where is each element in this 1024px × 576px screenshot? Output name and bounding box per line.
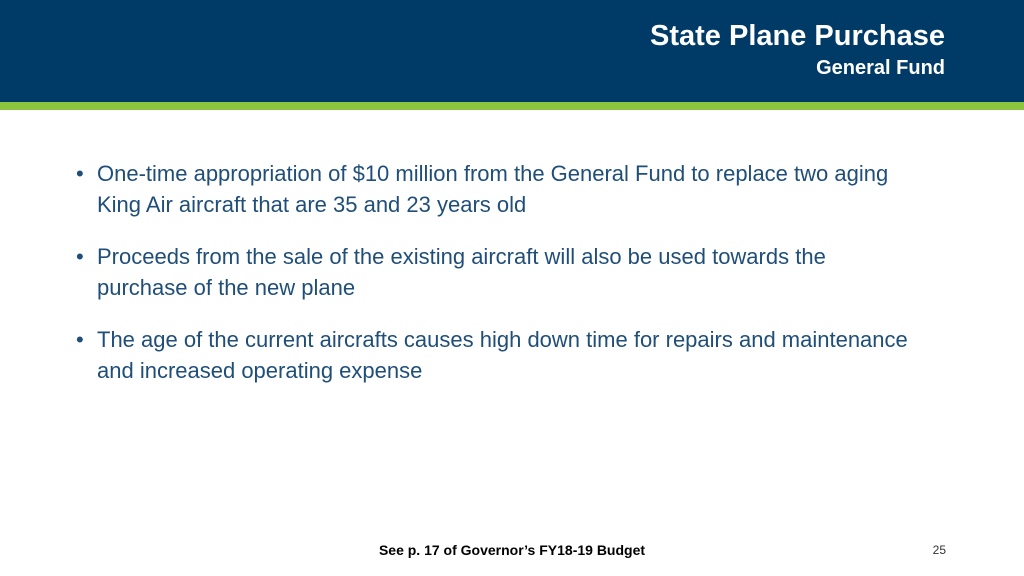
header-band	[0, 0, 1024, 102]
slide-title: State Plane Purchase	[650, 20, 945, 52]
footer-source-note: See p. 17 of Governor’s FY18-19 Budget	[378, 542, 646, 558]
header-accent-stripe	[0, 102, 1024, 110]
bullet-text: Proceeds from the sale of the existing aircraft will also be used towards the purchase of the new plane	[97, 244, 826, 300]
bullet-text: The age of the current aircrafts causes high down time for repairs and maintenance and increased operating expense	[97, 327, 908, 383]
bullet-marker: •	[76, 244, 84, 269]
bullet-item	[72, 241, 912, 303]
bullet-item	[72, 324, 912, 386]
bullet-marker: •	[76, 161, 84, 186]
bullet-text: One-time appropriation of $10 million from the General Fund to replace two aging King Air aircraft that are 35 and 23 years old	[97, 161, 889, 217]
bullet-list	[72, 158, 912, 407]
page-number: 25	[932, 543, 946, 557]
slide-subtitle: General Fund	[816, 57, 945, 79]
bullet-item	[72, 158, 912, 220]
bullet-marker: •	[76, 327, 84, 352]
title-block	[650, 18, 945, 82]
